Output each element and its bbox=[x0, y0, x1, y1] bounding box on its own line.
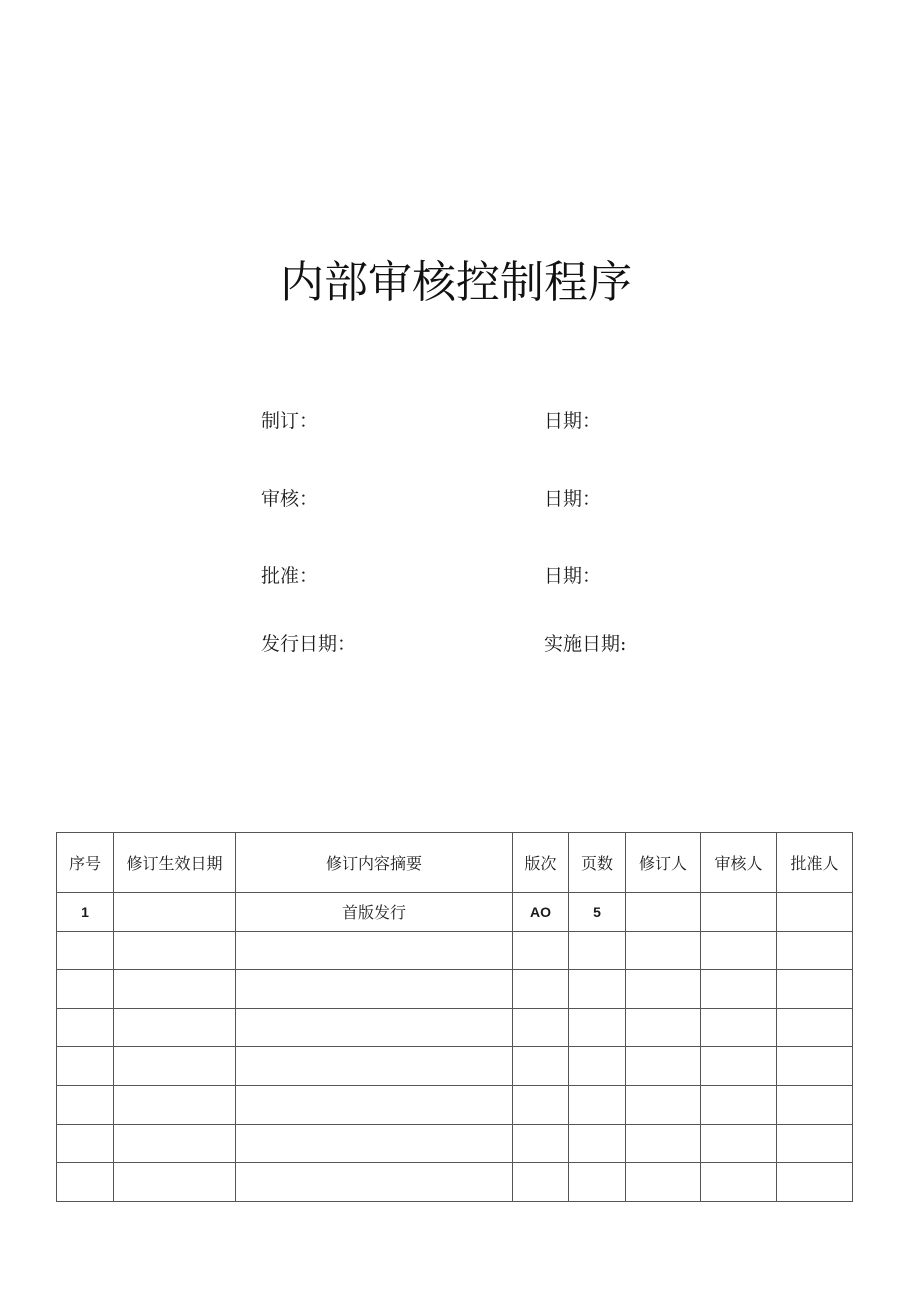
cell-effective-date bbox=[114, 1163, 236, 1202]
cell-reviewer bbox=[701, 893, 777, 932]
cell-version bbox=[513, 1124, 569, 1163]
col-header-serial-no: 序号 bbox=[57, 833, 114, 893]
cell-version: AO bbox=[513, 893, 569, 932]
cell-approver bbox=[777, 893, 853, 932]
cell-pages bbox=[569, 1085, 626, 1124]
drafted-date-label: 日期： bbox=[544, 410, 602, 432]
effective-date-label: 实施日期: bbox=[544, 633, 627, 655]
cell-version bbox=[513, 1163, 569, 1202]
cell-summary bbox=[236, 1124, 513, 1163]
cell-reviser bbox=[626, 931, 701, 970]
drafted-by-label: 制订： bbox=[261, 410, 319, 432]
table-row bbox=[57, 1163, 853, 1202]
cell-version bbox=[513, 931, 569, 970]
cell-summary bbox=[236, 1047, 513, 1086]
table-row bbox=[57, 1085, 853, 1124]
cell-pages bbox=[569, 1008, 626, 1047]
table-row bbox=[57, 893, 853, 932]
cell-approver bbox=[777, 1124, 853, 1163]
table-row bbox=[57, 970, 853, 1009]
cell-effective-date bbox=[114, 1047, 236, 1086]
cell-effective-date bbox=[114, 931, 236, 970]
cell-approver bbox=[777, 1047, 853, 1086]
cell-summary bbox=[236, 1163, 513, 1202]
col-header-reviewer: 审核人 bbox=[701, 833, 777, 893]
revision-history-table bbox=[56, 832, 853, 1202]
table-row bbox=[57, 1008, 853, 1047]
cell-version bbox=[513, 970, 569, 1009]
table-header-row bbox=[57, 833, 853, 893]
cell-serial-no: 1 bbox=[57, 893, 114, 932]
cell-pages bbox=[569, 1047, 626, 1086]
cell-approver bbox=[777, 1008, 853, 1047]
cell-reviser bbox=[626, 1047, 701, 1086]
cell-version bbox=[513, 1047, 569, 1086]
cell-effective-date bbox=[114, 1085, 236, 1124]
document-title: 内部审核控制程序 bbox=[280, 257, 632, 308]
cell-reviewer bbox=[701, 1008, 777, 1047]
table-row bbox=[57, 1124, 853, 1163]
cell-summary: 首版发行 bbox=[236, 893, 513, 932]
cell-reviewer bbox=[701, 1163, 777, 1202]
cell-reviewer bbox=[701, 970, 777, 1009]
cell-reviewer bbox=[701, 1124, 777, 1163]
cell-reviser bbox=[626, 1085, 701, 1124]
cell-serial-no bbox=[57, 1047, 114, 1086]
cell-pages bbox=[569, 931, 626, 970]
approved-by-label: 批准： bbox=[261, 565, 319, 587]
col-header-version: 版次 bbox=[513, 833, 569, 893]
cell-reviser bbox=[626, 1124, 701, 1163]
cell-serial-no bbox=[57, 1124, 114, 1163]
cell-effective-date bbox=[114, 1008, 236, 1047]
cell-effective-date bbox=[114, 893, 236, 932]
cell-pages: 5 bbox=[569, 893, 626, 932]
cell-approver bbox=[777, 1163, 853, 1202]
cell-reviewer bbox=[701, 1047, 777, 1086]
cell-effective-date bbox=[114, 1124, 236, 1163]
cell-summary bbox=[236, 1008, 513, 1047]
cell-reviser bbox=[626, 1163, 701, 1202]
col-header-pages: 页数 bbox=[569, 833, 626, 893]
reviewed-by-label: 审核： bbox=[261, 488, 319, 510]
issue-date-label: 发行日期： bbox=[261, 633, 357, 655]
cell-reviser bbox=[626, 1008, 701, 1047]
cell-approver bbox=[777, 970, 853, 1009]
col-header-summary: 修订内容摘要 bbox=[236, 833, 513, 893]
cell-reviewer bbox=[701, 931, 777, 970]
cell-version bbox=[513, 1008, 569, 1047]
cell-effective-date bbox=[114, 970, 236, 1009]
cell-approver bbox=[777, 1085, 853, 1124]
col-header-effective-date: 修订生效日期 bbox=[114, 833, 236, 893]
reviewed-date-label: 日期： bbox=[544, 488, 602, 510]
cell-summary bbox=[236, 1085, 513, 1124]
cell-serial-no bbox=[57, 970, 114, 1009]
cell-summary bbox=[236, 931, 513, 970]
cell-pages bbox=[569, 1124, 626, 1163]
cell-summary bbox=[236, 970, 513, 1009]
cell-reviser bbox=[626, 970, 701, 1009]
cell-serial-no bbox=[57, 1163, 114, 1202]
cell-serial-no bbox=[57, 931, 114, 970]
approved-date-label: 日期： bbox=[544, 565, 602, 587]
col-header-approver: 批准人 bbox=[777, 833, 853, 893]
cell-pages bbox=[569, 1163, 626, 1202]
table-row bbox=[57, 1047, 853, 1086]
cell-serial-no bbox=[57, 1008, 114, 1047]
col-header-reviser: 修订人 bbox=[626, 833, 701, 893]
cell-reviser bbox=[626, 893, 701, 932]
cell-serial-no bbox=[57, 1085, 114, 1124]
cell-version bbox=[513, 1085, 569, 1124]
table-row bbox=[57, 931, 853, 970]
cell-reviewer bbox=[701, 1085, 777, 1124]
cell-approver bbox=[777, 931, 853, 970]
cell-pages bbox=[569, 970, 626, 1009]
